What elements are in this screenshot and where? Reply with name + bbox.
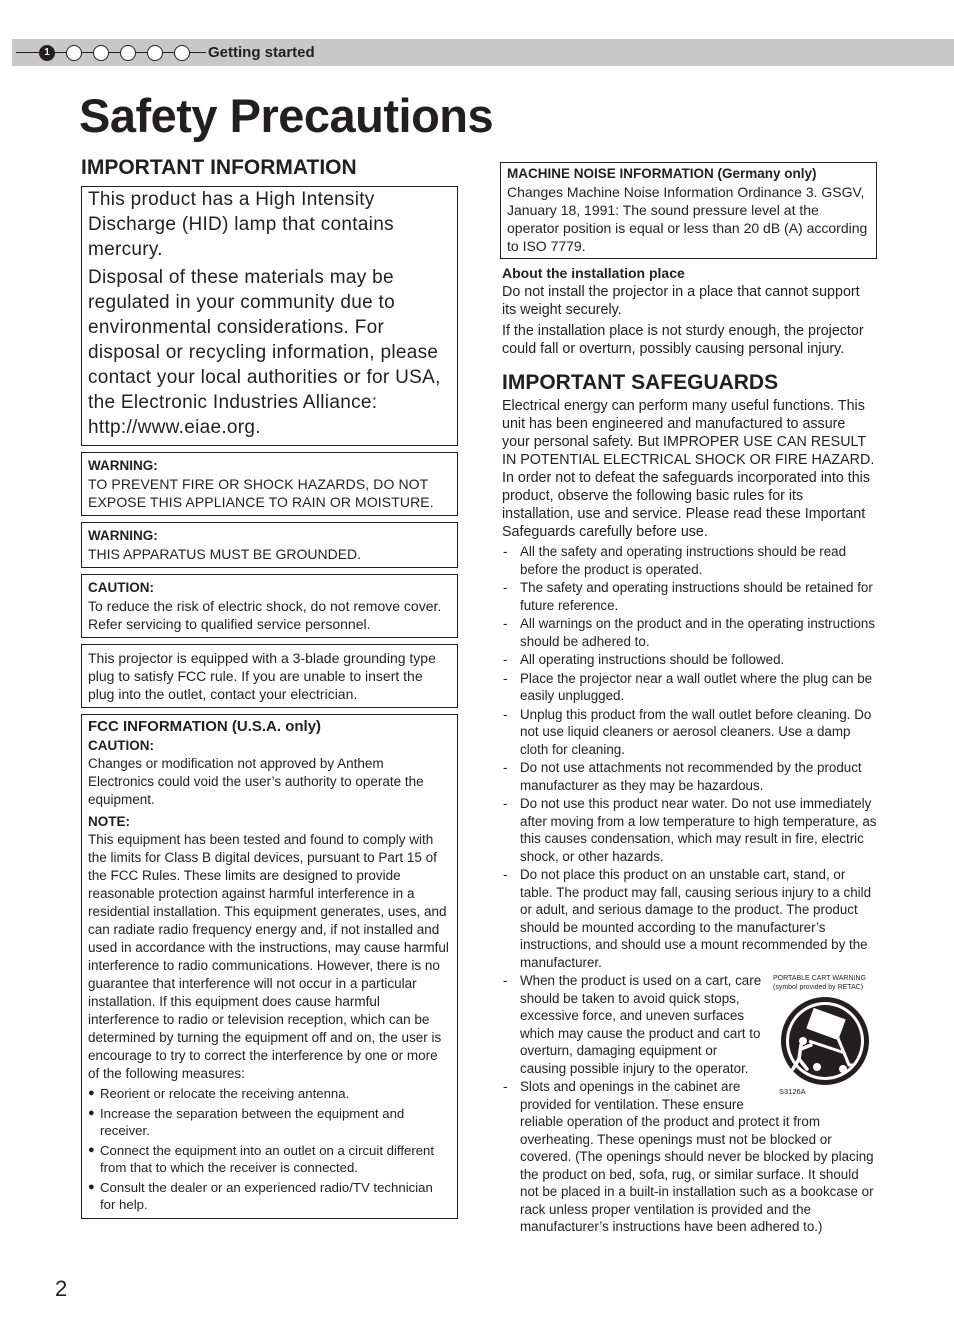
installation-paragraph-1: Do not install the projector in a place that cannot support its weight securely.	[502, 284, 860, 318]
hid-paragraph-2: Disposal of these materials may be regulated in your community due to environmental considerations. For disposal or recycling information, please contact your local authorities or for USA, the Electronic Industries Alliance: http://www.eiae.org.	[88, 267, 441, 438]
warning-text: TO PREVENT FIRE OR SHOCK HAZARDS, DO NOT EXPOSE THIS APPLIANCE TO RAIN OR MOISTURE.	[88, 476, 434, 510]
fcc-measures-list	[88, 1085, 451, 1214]
fcc-information-box	[81, 714, 458, 1219]
fcc-note-text: This equipment has been tested and found to comply with the limits for Class B digital devices, pursuant to Part 15 of the FCC Rules. These limits are designed to provide reasonable protection against harmful interference in a residential installation. This equipment generates, uses, and can radiate radio frequency energy and, if not installed and used in accordance with the instructions, may cause harmful interference to radio communications. However, there is no guarantee that interference will not occur in a particular installation. If this equipment does cause harmful interference to radio or television reception, which can be determined by turning the equipment off and on, the user is encourage to try to correct the interference by one or more of the following measures:	[88, 832, 449, 1081]
installation-paragraph-2: If the installation place is not sturdy enough, the projector could fall or overturn, possibly causing personal injury.	[502, 323, 864, 357]
chapter-step-2	[66, 45, 82, 61]
fcc-heading: FCC INFORMATION (U.S.A. only)	[88, 718, 322, 735]
caution-box	[81, 574, 458, 638]
cart-symbol-code: S3126A	[779, 1087, 806, 1096]
list-item: - Do not use attachments not recommended by the product manufacturer as they may be hazardous.	[500, 759, 877, 794]
cart-item-text: When the product is used on a cart, care should be taken to avoid quick stops, excessive force, and uneven surfaces which may cause the product and cart to overturn, damaging equipment or causing possible injury to the operator.	[520, 973, 762, 1076]
list-item: - The safety and operating instructions should be retained for future reference.	[500, 579, 877, 614]
chapter-step-5	[147, 45, 163, 61]
chapter-step-4	[120, 45, 136, 61]
warning-text: THIS APPARATUS MUST BE GROUNDED.	[88, 546, 362, 562]
list-item: ● Reorient or relocate the receiving antenna.	[88, 1085, 451, 1103]
list-item: - All operating instructions should be followed.	[500, 651, 877, 669]
chapter-step-6	[174, 45, 190, 61]
list-item: ● Connect the equipment into an outlet on a circuit different from that to which the receiver is connected.	[88, 1142, 451, 1177]
list-item: - Slots and openings in the cabinet are provided for ventilation. These ensure reliable operation of the product and protect it from overheating. These openings must not be blocked or covered. (The openings should never be blocked by placing the product on bed, sofa, rug, or similar surface. It should not be placed in a built-in installation such as a bookcase or rack unless proper ventilation is provided and the manufacturer’s instructions have been adhered to.)	[500, 1078, 877, 1236]
grounding-plug-notice	[81, 644, 458, 708]
important-information-heading: IMPORTANT INFORMATION	[81, 156, 357, 179]
list-item: ● Increase the separation between the equipment and receiver.	[88, 1105, 451, 1140]
right-column	[500, 162, 877, 1237]
caution-label: CAUTION:	[88, 580, 154, 595]
machine-noise-text: Changes Machine Noise Information Ordinance 3. GSGV, January 18, 1991: The sound pressure level at the operator position is equal or less than 20 dB (A) according to ISO 7779.	[507, 184, 868, 254]
fcc-caution-text: Changes or modification not approved by Anthem Electronics could void the user’s authority to operate the equipment.	[88, 756, 424, 807]
list-item: - Unplug this product from the wall outlet before cleaning. Do not use liquid cleaners or aerosol cleaners. Use a damp cloth for cleaning.	[500, 706, 877, 759]
section-name: Getting started	[208, 44, 315, 61]
hid-paragraph-1: This product has a High Intensity Discharge (HID) lamp that contains mercury.	[88, 189, 394, 260]
chapter-step-3	[93, 45, 109, 61]
chapter-bar	[12, 39, 954, 66]
list-item: ● Consult the dealer or an experienced radio/TV technician for help.	[88, 1179, 451, 1214]
list-item: - Do not use this product near water. Do not use immediately after moving from a low temperature to high temperature, as this causes condensation, which may result in fire, electric shock, or other hazards.	[500, 795, 877, 865]
machine-noise-label: MACHINE NOISE INFORMATION (Germany only)	[507, 166, 817, 181]
page-title: Safety Precautions	[79, 89, 494, 142]
warning-label: WARNING:	[88, 458, 158, 473]
list-item: - Place the projector near a wall outlet where the plug can be easily unplugged.	[500, 670, 877, 705]
machine-noise-box	[500, 162, 877, 259]
list-item-cart	[500, 972, 877, 1096]
fcc-caution-label: CAUTION:	[88, 738, 154, 753]
caution-text: To reduce the risk of electric shock, do not remove cover. Refer servicing to qualified service personnel.	[88, 598, 442, 632]
hid-lamp-notice	[81, 186, 458, 446]
cart-warning-subtitle: (symbol provided by RETAC)	[773, 984, 864, 991]
fcc-note-label: NOTE:	[88, 814, 130, 829]
warning-label: WARNING:	[88, 528, 158, 543]
grounding-text: This projector is equipped with a 3-blade grounding type plug to satisfy FCC rule. If you are unable to insert the plug into the outlet, contact your electrician.	[88, 650, 436, 702]
warning-box-fire	[81, 452, 458, 516]
list-item: - All warnings on the product and in the operating instructions should be adhered to.	[500, 615, 877, 650]
page-number: 2	[55, 1276, 68, 1301]
chapter-step-1-active: 1	[39, 45, 55, 61]
list-item: - All the safety and operating instructions should be read before the product is operated.	[500, 543, 877, 578]
installation-heading: About the installation place	[502, 265, 685, 281]
list-item: - Do not place this product on an unstable cart, stand, or table. The product may fall, causing serious injury to a child or adult, and serious damage to the product. The product should be mounted according to the manufacturer’s instructions, and should use a mount recommended by the manufacturer.	[500, 866, 877, 971]
portable-cart-warning-icon	[779, 995, 871, 1087]
important-safeguards-heading: IMPORTANT SAFEGUARDS	[502, 371, 779, 394]
cart-warning-title: - PORTABLE CART WARNING	[773, 975, 866, 982]
safeguards-intro: Electrical energy can perform many useful functions. This unit has been engineered and manufactured to assure your personal safety. But IMPROPER USE CAN RESULT IN POTENTIAL ELECTRICAL SHOCK OR FIRE HAZARD. In order not to defeat the safeguards incorporated into this product, observe the following basic rules for its installation, use and service. Please read these Important Safeguards carefully before use.	[502, 398, 875, 540]
left-column	[81, 156, 458, 1219]
warning-box-grounded	[81, 522, 458, 568]
safeguards-list	[500, 543, 877, 1236]
